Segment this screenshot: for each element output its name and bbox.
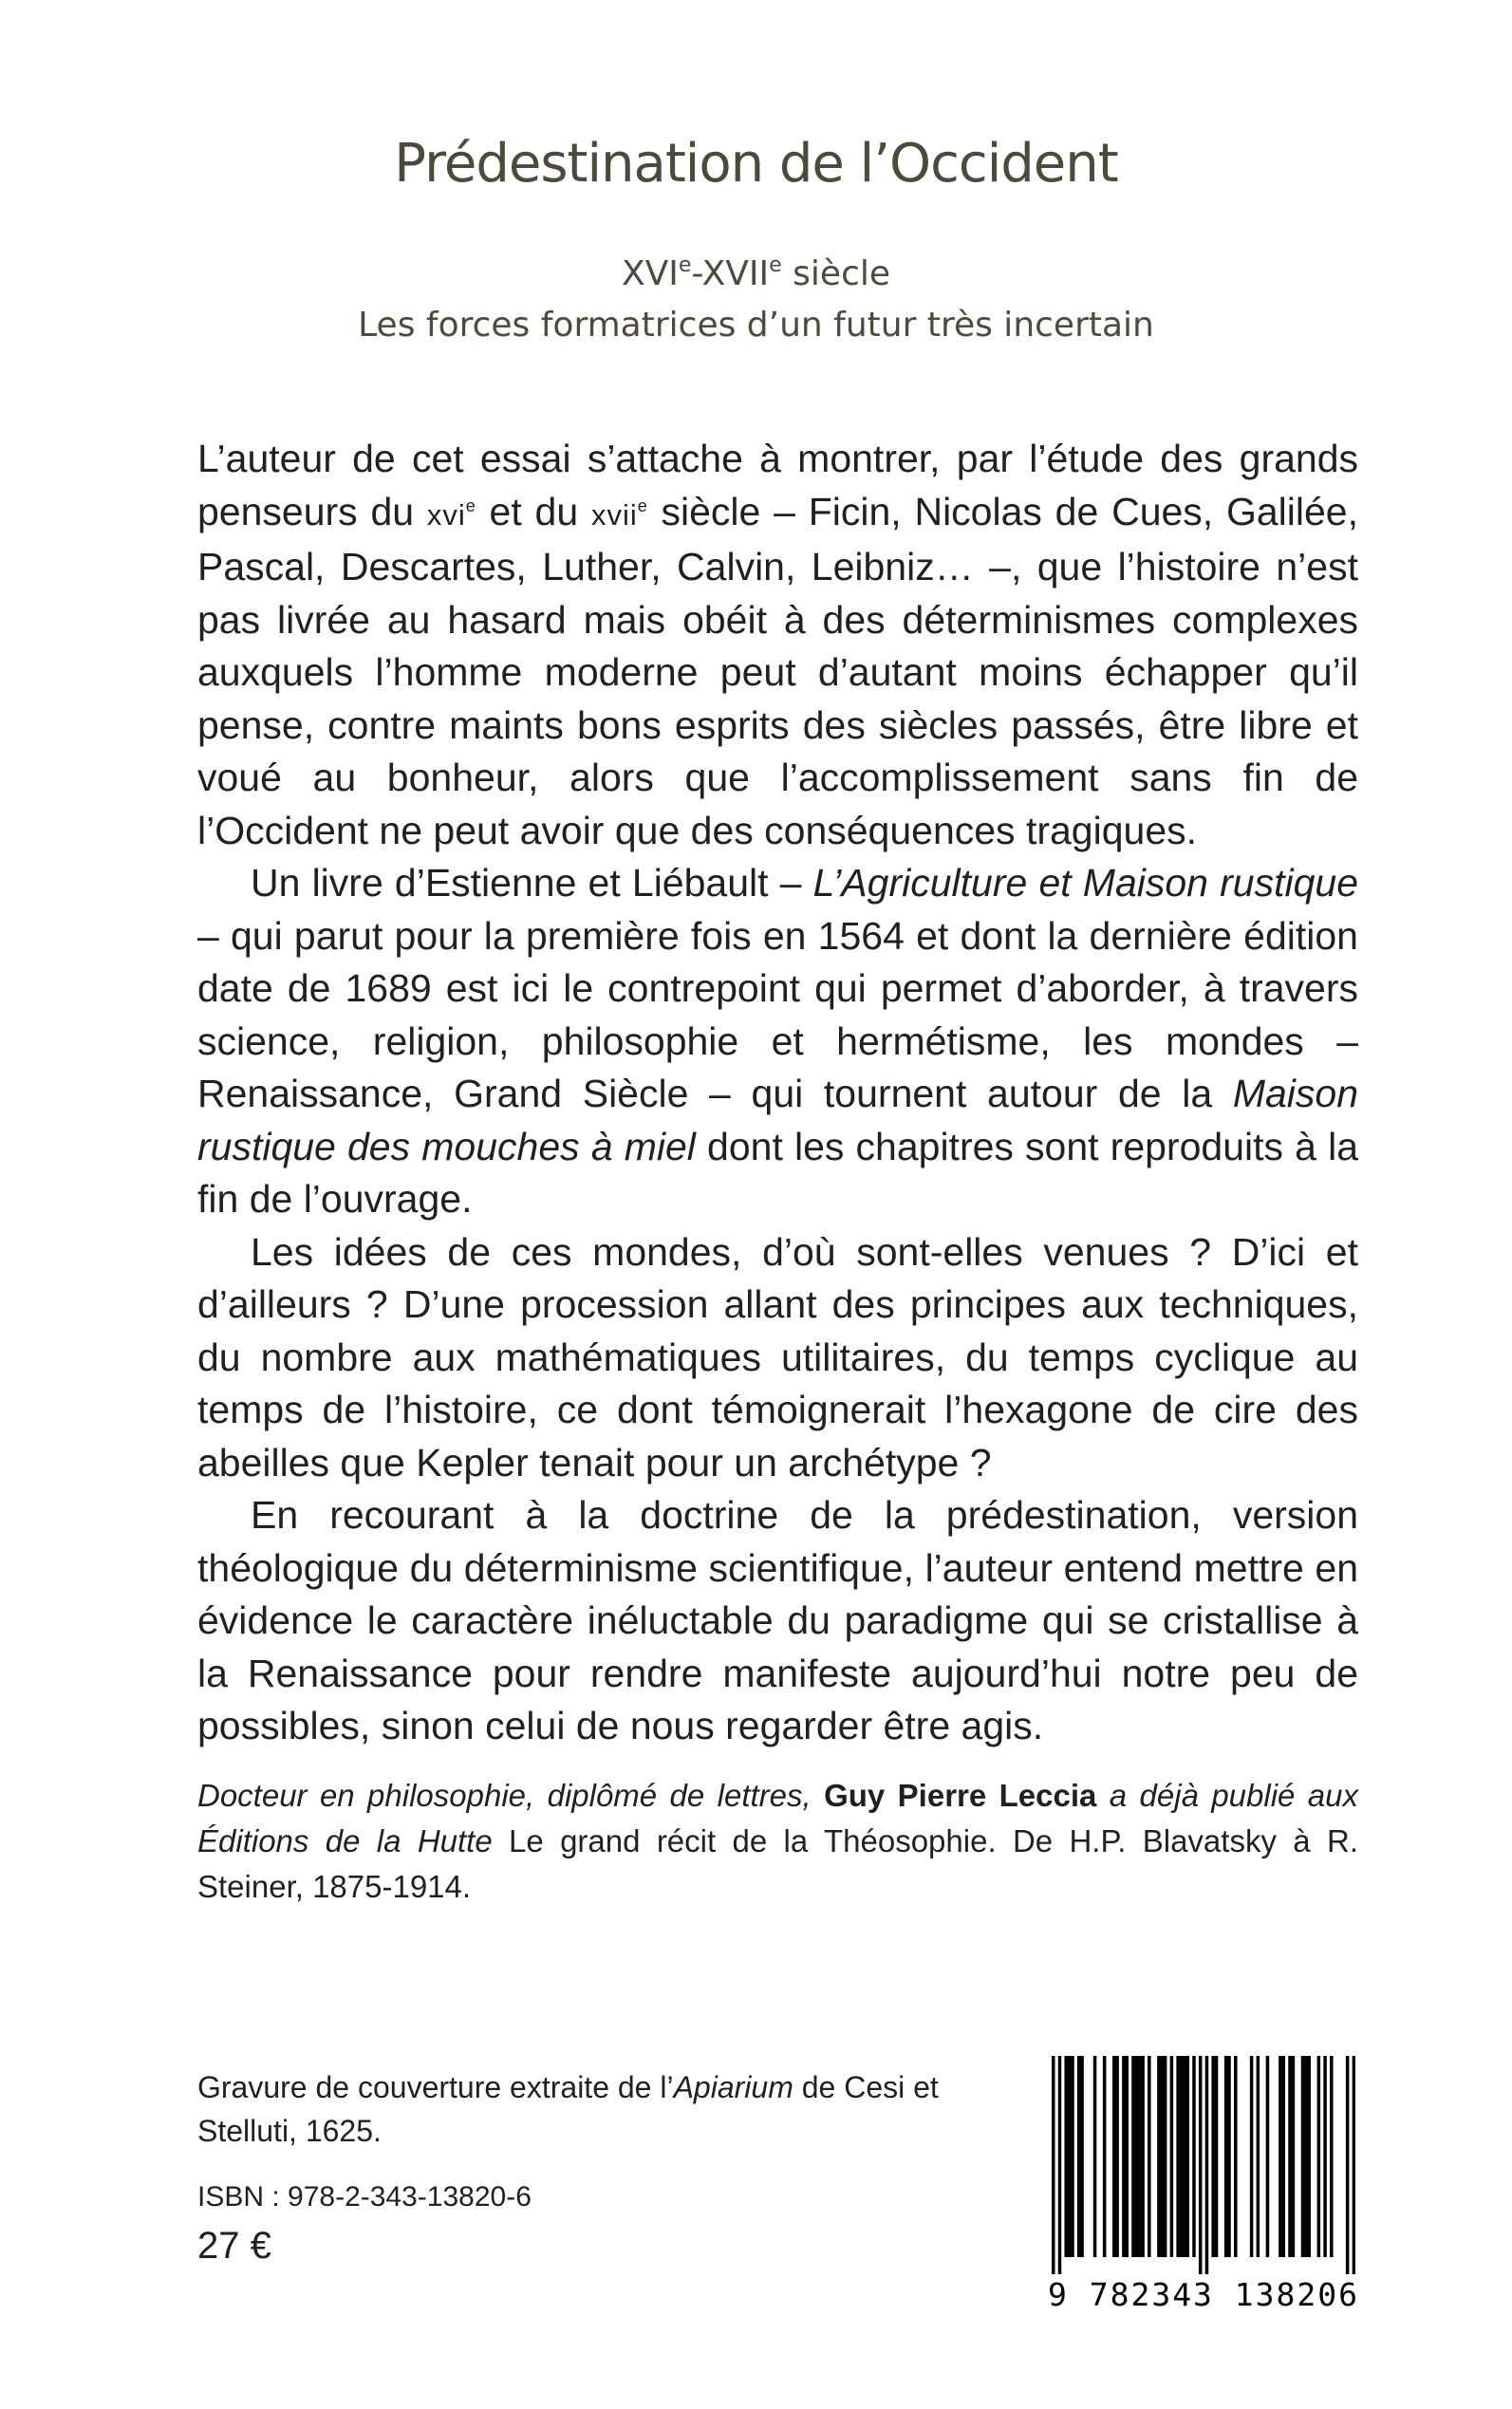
blurb-text: dont les chapitres sont reproduits à la fin de l’ouvrage.	[197, 1124, 1358, 1221]
century-word: siècle	[781, 254, 891, 293]
century-end-sup: e	[769, 253, 782, 277]
book-reference: Maison rustique des mouches à miel	[197, 1072, 1358, 1168]
barcode-bar	[1224, 2056, 1228, 2257]
barcode-guard-bar	[1346, 2056, 1350, 2274]
barcode-bar	[1125, 2056, 1129, 2257]
blurb-text: siècle – Ficin, Nicolas de Cues, Galilée, Pascal, Descartes, Luther, Calvin, Leibniz… –, que l’histoire n’est pas livrée au hasard mais obéit à des déterminismes complexes auxquels l’homme moderne peut d’autant moins échapper qu’il pense, contre maints bons esprits des siècles passés, être libre et voué au bonheur, alors que l’accomplissement sans fin de l’Occident ne peut avoir que des conséquences tragiques.	[197, 489, 1358, 852]
author-note-intro: Docteur en philosophie, diplômé de lettres,	[197, 1778, 825, 1813]
century-sup: e	[637, 495, 648, 515]
barcode-guard-bar	[1199, 2056, 1203, 2274]
barcode-bar	[1112, 2056, 1116, 2257]
century-start-sup: e	[678, 253, 692, 277]
barcode-digits: 9 782343 138206	[1047, 2276, 1359, 2313]
barcode-bar	[1131, 2056, 1135, 2257]
barcode-guard-bar	[1205, 2056, 1209, 2274]
cover-credit-prefix: Gravure de couverture extraite de l’	[197, 2070, 674, 2104]
barcode-bar	[1192, 2056, 1196, 2257]
subtitle	[0, 249, 1512, 351]
barcode-bar	[1180, 2056, 1184, 2257]
blurb-paragraph-4: En recourant à la doctrine de la prédestination, version théologique du déterminisme scientifique, l’auteur entend mettre en évidence le caractère inéluctable du paradigme qui se cristallise à la Renaissance pour rendre manifeste aujourd’hui notre peu de possibles, sinon celui de nous regarder être agis.	[197, 1493, 1358, 1747]
century-smallcaps	[590, 495, 648, 532]
barcode-bar	[1115, 2056, 1119, 2257]
barcode-bar	[1071, 2056, 1074, 2257]
barcode-bar	[1170, 2056, 1174, 2257]
barcode-bar	[1292, 2056, 1296, 2257]
barcode-bar	[1282, 2056, 1286, 2257]
cover-credit	[197, 2065, 957, 2153]
barcode-bar	[1185, 2056, 1189, 2257]
barcode-bar	[1161, 2056, 1165, 2257]
century-end: XVII	[701, 254, 770, 293]
century-start: XVI	[621, 254, 679, 293]
back-cover-blurb	[197, 433, 1358, 1753]
subtitle-tagline: Les forces formatrices d’un futur très incertain	[358, 306, 1154, 345]
barcode-bar	[1250, 2056, 1254, 2257]
barcode-bar	[1135, 2056, 1139, 2257]
author-note	[197, 1773, 1358, 1910]
book-reference: L’Agriculture et Maison rustique	[812, 861, 1358, 905]
barcode-bar	[1183, 2056, 1186, 2257]
barcode-bar	[1068, 2056, 1072, 2257]
price: 27 €	[197, 2225, 271, 2267]
barcode-bar	[1141, 2056, 1145, 2257]
subtitle-centuries	[0, 249, 1512, 300]
cover-credit-work: Apiarium	[673, 2070, 793, 2104]
barcode-bar	[1266, 2056, 1270, 2257]
barcode-bar	[1288, 2056, 1292, 2257]
barcode-bar	[1330, 2056, 1334, 2257]
barcode-bar	[1064, 2056, 1068, 2257]
barcode-bar	[1164, 2056, 1167, 2257]
barcode-bar	[1304, 2056, 1308, 2257]
barcode-bars	[1052, 2056, 1355, 2274]
author-previous-work: Le grand récit de la Théosophie. De H.P. Blavatsky à R. Steiner, 1875-1914.	[197, 1823, 1358, 1904]
blurb-text: et du	[476, 489, 591, 533]
author-note-mid: a déjà publié aux Éditions de la Hutte	[197, 1778, 1359, 1858]
barcode-guard-bar	[1353, 2056, 1355, 2274]
blurb-text: L’auteur de cet essai s’attache à montrer, par l’étude des grands penseurs du	[197, 437, 1358, 533]
barcode-bar	[1093, 2056, 1097, 2257]
author-name: Guy Pierre Leccia	[824, 1778, 1097, 1813]
barcode-bar	[1103, 2056, 1107, 2257]
blurb-paragraph-1	[197, 433, 1358, 857]
barcode-bar	[1077, 2056, 1081, 2257]
barcode-bar	[1211, 2056, 1215, 2257]
barcode-bar	[1323, 2056, 1327, 2257]
barcode-bar	[1257, 2056, 1260, 2257]
barcode-bar	[1317, 2056, 1321, 2257]
century-smallcaps	[426, 495, 476, 532]
barcode-bar	[1307, 2056, 1311, 2257]
blurb-paragraph-2	[197, 857, 1358, 1226]
barcode-bar	[1279, 2056, 1282, 2257]
barcode-bar	[1227, 2056, 1231, 2257]
barcode-bar	[1301, 2056, 1305, 2257]
barcode-guard-bar	[1052, 2056, 1055, 2274]
blurb-text: – qui parut pour la première fois en 1564 et dont la dernière édition date de 1689 est ici le contrepoint qui permet d’aborder, à travers science, religion, philosophie et hermétisme, les mondes – Renaissance, Grand Siècle – qui tournent autour de la	[197, 913, 1358, 1115]
blurb-paragraph-3: Les idées de ces mondes, d’où sont-elles venues ? D’ici et d’ailleurs ? D’une procession allant des principes aux techniques, du nombre aux mathématiques utilitaires, du temps cyclique au temps de l’histoire, ce dont témoignerait l’hexagone de cire des abeilles que Kepler tenait pour un archétype ?	[197, 1229, 1358, 1485]
blurb-text: Un livre d’Estienne et Liébault –	[251, 861, 813, 905]
barcode-bar	[1234, 2056, 1238, 2257]
century-label: xvi	[426, 497, 466, 532]
century-dash: -	[691, 254, 702, 293]
barcode-guard-bar	[1058, 2056, 1062, 2274]
barcode-bar	[1080, 2056, 1084, 2257]
barcode-bar	[1148, 2056, 1151, 2257]
cover-credit-suffix: de Cesi et Stelluti, 1625.	[197, 2070, 939, 2148]
century-label: xvii	[590, 497, 638, 532]
barcode	[1052, 2056, 1355, 2305]
book-title: Prédestination de l’Occident	[394, 133, 1118, 195]
barcode-bar	[1215, 2056, 1219, 2257]
barcode-bar	[1138, 2056, 1142, 2257]
barcode-bar	[1157, 2056, 1161, 2257]
isbn: ISBN : 978-2-343-13820-6	[197, 2181, 532, 2213]
barcode-bar	[1176, 2056, 1180, 2257]
barcode-bar	[1122, 2056, 1126, 2257]
century-sup: e	[465, 495, 476, 515]
